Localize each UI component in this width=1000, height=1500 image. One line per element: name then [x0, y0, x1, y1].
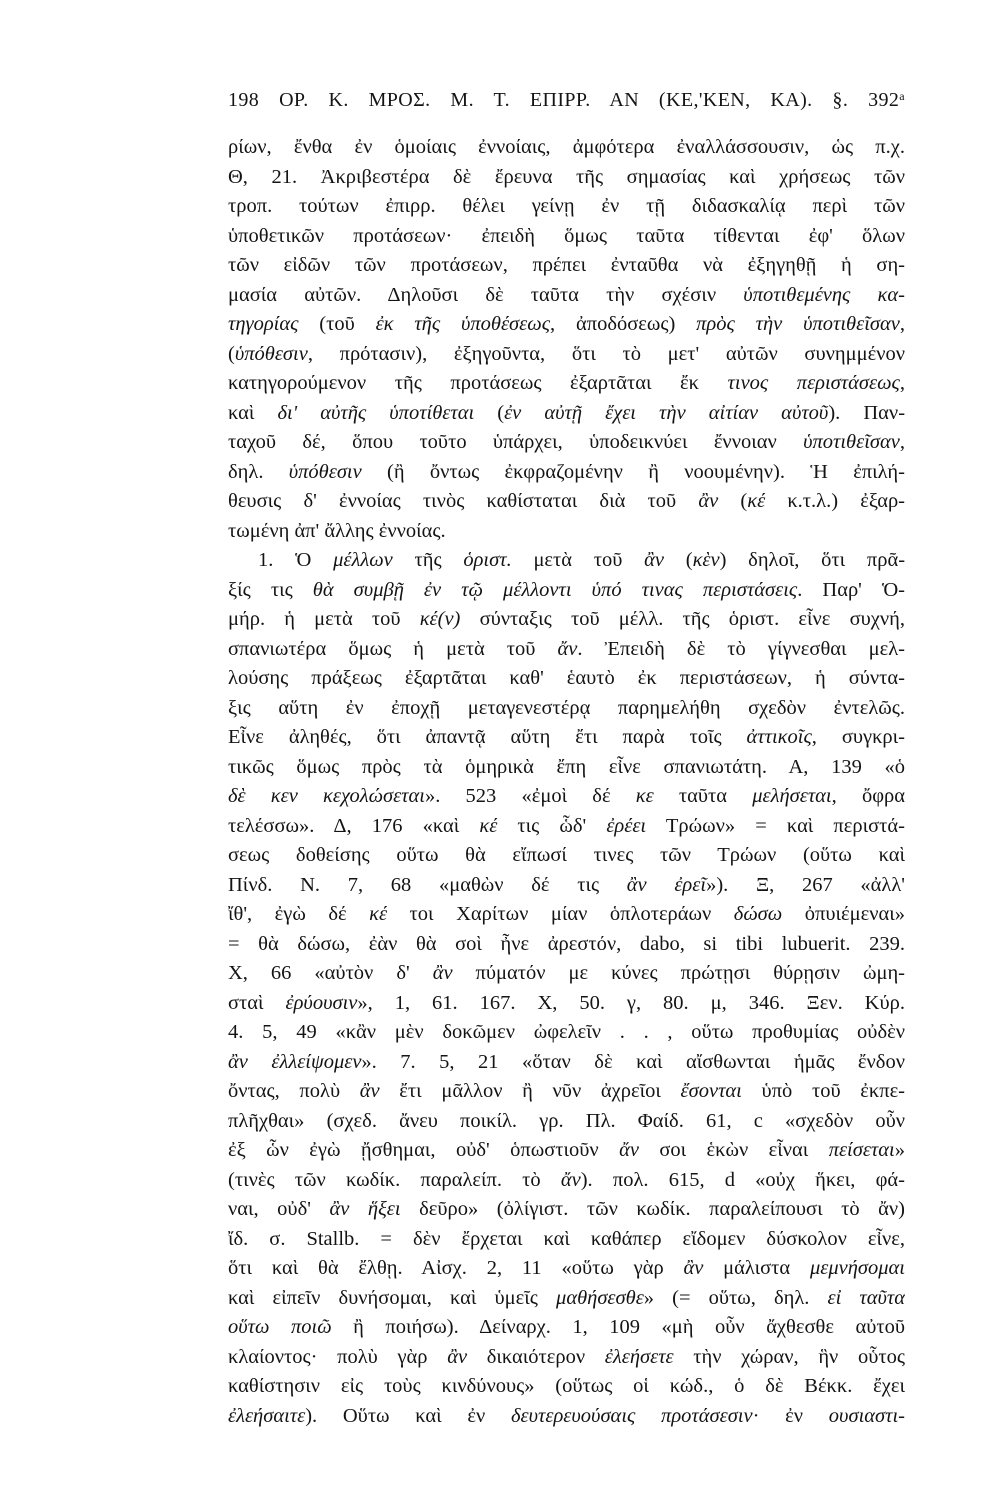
text-run: πλῆχθαι» (σχεδ. ἄνευ ποικίλ. γρ. Πλ. Φαίδ. 61, c «σχεδὸν οὖν [228, 1109, 905, 1132]
text-run: Θ, 21. Ἀκριβεστέρα δὲ ἔρευνα τῆς σημασίας καὶ χρήσεως τῶν [228, 165, 905, 188]
text-line [228, 1402, 905, 1432]
text-line [228, 458, 905, 488]
text-run: καὶ εἰπεῖν δυνήσομαι, καὶ ὑμεῖς [228, 1286, 557, 1309]
text-line [228, 1225, 905, 1255]
text-run: , ὄφρα [831, 785, 905, 807]
italic-text-run: ἔσονται [680, 1080, 742, 1102]
text-run: , [899, 372, 905, 394]
text-run: 4. 5, 49 «κἂν μὲν δοκῶμεν ὠφελεῖν . . , οὕτω προθυμίας οὐδὲν [228, 1021, 905, 1043]
text-run: = θὰ δώσω, ἐὰν θὰ σοὶ ἦνε ἀρεστόν, dabo, si tibi lubuerit. 239. [228, 932, 905, 955]
text-line [228, 487, 905, 517]
italic-text-run: ἂν [447, 1345, 468, 1368]
text-line [228, 1195, 905, 1225]
text-line [228, 1284, 905, 1314]
italic-text-run: ὁριστ. [463, 549, 512, 571]
text-run: ( [474, 401, 505, 424]
text-run: ξίς τις [228, 578, 313, 601]
text-line [228, 192, 905, 222]
text-run: ). Οὕτω καὶ ἐν [305, 1404, 512, 1427]
italic-text-run: τινος περιστάσεως [727, 372, 900, 394]
text-run: · ἐν [752, 1404, 829, 1427]
text-line [228, 871, 905, 901]
text-run: ἢ ποιήσω). Δείναρχ. 1, 109 «μὴ οὖν ἄχθεσθε αὐτοῦ [331, 1316, 905, 1338]
text-run: θευσις δ' ἐννοίας τινὸς καθίσταται διὰ τοῦ [228, 490, 699, 512]
text-line [228, 1343, 905, 1373]
text-run: ἔτι μᾶλλον ἢ νῦν ἀχρεῖοι [379, 1080, 681, 1102]
text-run: μετὰ τοῦ [511, 549, 645, 571]
italic-text-run: ἐλεήσετε [604, 1345, 674, 1368]
text-run: ἐξ ὧν ἐγὼ ᾔσθημαι, οὐδ' ὁπωστιοῦν [228, 1139, 620, 1161]
italic-text-run: τηγορίας [228, 313, 299, 335]
text-line [228, 753, 905, 783]
text-line [228, 694, 905, 724]
italic-text-run: ἄν [557, 637, 578, 660]
text-run: ναι, οὐδ' [228, 1198, 330, 1220]
text-run: δηλ. [228, 460, 289, 483]
text-run: Χ, 66 «αὐτὸν δ' [228, 962, 433, 984]
italic-text-run: πρὸς τὴν ὑποτιθεῖσαν [696, 313, 900, 335]
italic-text-run: μελήσεται [752, 785, 832, 807]
text-line [228, 428, 905, 458]
text-run: Εἶνε ἀληθές, ὅτι ἀπαντᾷ αὕτη ἔτι παρὰ τοῖς [228, 726, 747, 748]
text-run: μάλιστα [703, 1257, 810, 1279]
text-run: ταχοῦ δέ, ὅπου τοῦτο ὑπάρχει, ὑποδεικνύει ἔννοιαν [228, 431, 804, 453]
text-run: ὅτι καὶ θὰ ἔλθῃ. Αἰσχ. 2, 11 «οὕτω γὰρ [228, 1257, 684, 1279]
text-line [228, 369, 905, 399]
text-line [228, 723, 905, 753]
text-run: ὑπὸ τοῦ ἐκπε- [741, 1080, 905, 1102]
text-run: σπανιωτέρα ὅμως ἡ μετὰ τοῦ [228, 637, 558, 660]
text-run: σύνταξις τοῦ μέλλ. τῆς ὁριστ. εἶνε συχνή, [460, 608, 905, 630]
running-title: ΟΡ. Κ. ΜΡΟΣ. Μ. Τ. ΕΠΙΡΡ. ΑΝ (ΚΕ,'ΚΕΝ, ΚΑ). [279, 89, 813, 111]
text-run: ( [228, 342, 235, 365]
text-line [228, 1048, 905, 1078]
text-run: , [899, 431, 905, 453]
italic-text-run: εἰ ταῦτα [827, 1286, 905, 1309]
italic-text-run: δώσω [733, 903, 783, 925]
text-line [228, 517, 905, 547]
text-run: (τινὲς τῶν κωδίκ. παραλείπ. τὸ [228, 1168, 561, 1191]
text-run: » [894, 1139, 905, 1161]
text-run: καθίστησιν εἰς τοὺς κινδύνους» (οὕτως οἱ κώδ., ὁ δὲ Βέκκ. ἔχει [228, 1375, 905, 1397]
text-line [228, 1372, 905, 1402]
italic-text-run: ἐρέει [606, 814, 647, 837]
text-run: » (= οὕτω, δηλ. [643, 1286, 828, 1309]
text-run: 1. Ὁ [258, 549, 334, 571]
italic-text-run: κέ(ν) [419, 608, 461, 630]
text-run: ( [664, 549, 693, 571]
text-line [228, 664, 905, 694]
text-run: », 1, 61. 167. Χ, 50. γ, 80. μ, 346. Ξεν. Κύρ. [357, 991, 905, 1014]
italic-text-run: ἐρύουσιν [285, 991, 358, 1014]
italic-text-run: οὕτω ποιῶ [228, 1316, 332, 1338]
italic-text-run: ουσιαστι- [828, 1404, 905, 1427]
paragraph-continued [228, 133, 905, 546]
text-run: σεως δοθείσης οὕτω θὰ εἴπωσί τινες τῶν Τρώων (οὕτω καὶ [228, 844, 905, 866]
text-line [228, 782, 905, 812]
text-line [228, 841, 905, 871]
text-run: τικῶς ὅμως πρὸς τὰ ὁμηρικὰ ἔπη εἶνε σπανιωτάτη. Α, 139 «ὁ [228, 755, 905, 778]
text-run: σοι ἑκὼν εἶναι [638, 1139, 829, 1161]
text-run: ». 7. 5, 21 «ὅταν δὲ καὶ αἴσθωνται ἡμᾶς ἔνδον [361, 1050, 905, 1073]
text-run: κλαίοντος· πολὺ γὰρ [228, 1345, 448, 1368]
italic-text-run: ὑπόθεσιν [288, 460, 362, 483]
italic-text-run: ἂν ἐλλείψομεν [228, 1050, 362, 1073]
italic-text-run: ὑπόθεσιν [234, 342, 308, 365]
italic-text-run: ἀττικοῖς [746, 726, 812, 748]
page-number: 198 [228, 89, 260, 111]
italic-text-run: κέ [369, 903, 388, 925]
section-number [832, 89, 905, 111]
text-run: (τοῦ [298, 313, 376, 335]
text-line [228, 310, 905, 340]
text-line [228, 605, 905, 635]
text-run: δικαιότερον [467, 1345, 605, 1368]
italic-text-run: ἐν αὐτῇ ἔχει τὴν αἰτίαν αὐτοῦ [504, 401, 829, 424]
text-run: Πίνδ. Ν. 7, 68 «μαθὼν δέ τις [228, 873, 627, 896]
italic-text-run: ἄν [619, 1139, 639, 1161]
text-run: τὴν χώραν, ἣν οὗτος [673, 1345, 905, 1368]
text-line [228, 1107, 905, 1137]
text-run: (ἢ ὄντως ἐκφραζομένην ἢ νοουμένην). Ἡ ἐπιλή- [361, 460, 905, 483]
italic-text-run: ἐκ τῆς ὑποθέσεως [375, 313, 551, 335]
text-run: ὀπυιέμεναι» [782, 903, 905, 925]
text-run: δεῦρο» (ὀλίγιστ. τῶν κωδίκ. παραλείπουσι τὸ ἄν) [400, 1198, 905, 1220]
text-line [228, 222, 905, 252]
text-run: κ.τ.λ.) ἐξαρ- [765, 490, 905, 512]
italic-text-run: ὑποτιθεμένης κα- [743, 283, 905, 306]
text-line [228, 959, 905, 989]
text-run: ὄντας, πολὺ [228, 1080, 360, 1102]
text-line [228, 1077, 905, 1107]
text-line [228, 812, 905, 842]
text-line [228, 340, 905, 370]
text-line [228, 1166, 905, 1196]
text-line [228, 635, 905, 665]
italic-text-run: μαθήσεσθε [556, 1286, 644, 1309]
text-line [228, 133, 905, 163]
text-line [228, 576, 905, 606]
text-run: ( [718, 490, 748, 512]
text-run: ὑποθετικῶν προτάσεων· ἐπειδὴ ὅμως ταῦτα τίθενται ἐφ' ὅλων [228, 224, 905, 247]
italic-text-run: κέ [747, 490, 766, 512]
italic-text-run: ὑποτιθεῖσαν [803, 431, 900, 453]
italic-text-run: ἐλεήσαιτε [228, 1404, 306, 1427]
text-run: τῶν εἰδῶν τῶν προτάσεων, πρέπει ἐνταῦθα νὰ ἐξηγηθῇ ἡ ση- [228, 254, 905, 276]
text-run: ξις αὕτη ἐν ἐποχῇ μεταγενεστέρᾳ παρημελήθη σχεδὸν ἐντελῶς. [228, 696, 905, 719]
italic-text-run: μεμνήσομαι [809, 1257, 905, 1279]
text-run: ). Παν- [828, 401, 905, 424]
text-run: , ἀποδόσεως) [550, 313, 697, 335]
text-run: μήρ. ἡ μετὰ τοῦ [228, 608, 420, 630]
text-run: ταῦτα [653, 785, 753, 807]
italic-text-run: μέλλων [333, 549, 393, 571]
text-run: ρίων, ἔνθα ἐν ὁμοίαις ἐννοίαις, ἀμφότερα ἐναλλάσσουσιν, ὡς π.χ. [228, 136, 905, 158]
italic-text-run: ἂν ἥξει [329, 1198, 401, 1220]
running-header [228, 86, 905, 114]
italic-text-run: ἂν [432, 962, 453, 984]
text-run: ἴδ. σ. Stallb. = δὲν ἔρχεται καὶ καθάπερ εἴδομεν δύσκολον εἶνε, [228, 1227, 905, 1250]
text-run: λούσης πράξεως ἐξαρτᾶται καθ' ἑαυτὸ ἐκ περιστάσεων, ἡ σύντα- [228, 667, 905, 689]
italic-text-run: δὲ κεν κεχολώσεται [228, 785, 425, 807]
italic-text-run: κὲν [692, 549, 720, 571]
text-run: τοι Χαρίτων μίαν ὁπλοτεράων [387, 903, 734, 925]
italic-text-run: πείσεται [828, 1139, 895, 1161]
text-run: σταὶ [228, 991, 286, 1014]
text-line [228, 281, 905, 311]
text-line [228, 930, 905, 960]
text-line [228, 1018, 905, 1048]
text-line [228, 399, 905, 429]
text-line [228, 900, 905, 930]
text-line [228, 989, 905, 1019]
text-run: , [899, 313, 905, 335]
text-run: ». 523 «ἐμοὶ δέ [424, 785, 636, 807]
italic-text-run: ἂν [644, 549, 664, 571]
text-run: »). Ξ, 267 «ἀλλ' [706, 873, 905, 896]
italic-text-run: κέ [479, 814, 498, 837]
italic-text-run: ἂν [359, 1080, 380, 1102]
text-run: πύματόν με κύνες πρώτῃσι θύρῃσιν ὠμη- [452, 962, 905, 984]
text-line [228, 1313, 905, 1343]
text-line [228, 1254, 905, 1284]
text-run: τροπ. τούτων ἐπιρρ. θέλει γείνῃ ἐν τῇ διδασκαλίᾳ περὶ τῶν [228, 195, 905, 217]
text-run: μασία αὐτῶν. Δηλοῦσι δὲ ταῦτα τὴν σχέσιν [228, 283, 744, 306]
text-run: Τρώων» = καὶ περιστά- [646, 814, 905, 837]
italic-text-run: θὰ συμβῇ ἐν τῷ μέλλοντι ὑπό τινας περιστάσεις [312, 578, 798, 601]
text-line [228, 163, 905, 193]
text-line [228, 546, 905, 576]
text-run: τις ὧδ' [497, 814, 607, 837]
paragraph-numbered-1 [228, 546, 905, 1431]
text-run: . Ἐπειδὴ δὲ τὸ γίγνεσθαι μελ- [577, 637, 905, 660]
italic-text-run: ἂν [698, 490, 719, 512]
page-body [228, 133, 905, 1431]
text-line [228, 251, 905, 281]
text-run: ) δηλοῖ, ὅτι πρᾶ- [719, 549, 905, 571]
italic-text-run: ἄν [560, 1168, 581, 1191]
text-run: ἴθ', ἐγὼ δέ [228, 903, 370, 925]
italic-text-run: ἂν ἐρεῖ [626, 873, 707, 896]
text-run: . Παρ' Ὁ- [797, 578, 905, 601]
text-run: , πρότασιν), ἐξηγοῦντα, ὅτι τὸ μετ' αὐτῶν συνημμένον [307, 342, 905, 365]
section-number-suffix: a [899, 89, 905, 103]
text-run: καὶ [228, 401, 278, 424]
italic-text-run: κε [635, 785, 654, 807]
italic-text-run: ἂν [683, 1257, 704, 1279]
text-run: κατηγορούμενον τῆς προτάσεως ἐξαρτᾶται ἔκ [228, 372, 728, 394]
italic-text-run: δι' αὐτῆς ὑποτίθεται [277, 401, 475, 424]
section-number-main: §. 392 [832, 89, 900, 111]
italic-text-run: δευτερευούσαις προτάσεσιν [511, 1404, 753, 1427]
text-run: τωμένη ἀπ' ἄλλης ἐννοίας. [228, 519, 446, 542]
text-run: τῆς [392, 549, 464, 571]
text-run: , συγκρι- [811, 726, 905, 748]
text-line [228, 1136, 905, 1166]
text-run: τελέσσω». Δ, 176 «καὶ [228, 814, 480, 837]
text-run: ). πολ. 615, d «οὐχ ἥκει, φά- [580, 1168, 905, 1191]
